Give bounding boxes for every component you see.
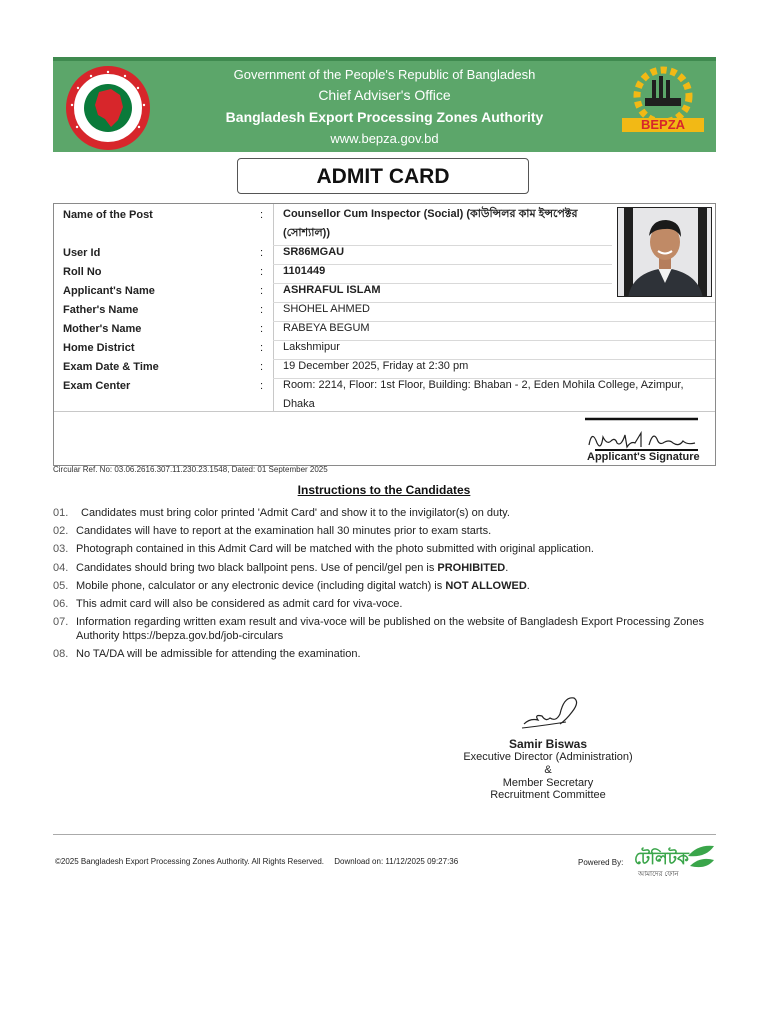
powered-by-label: Powered By: [578, 858, 624, 867]
list-item: 07. Information regarding written exam result and viva-voce will be published on the website of Bangladesh Export Processing Zones Authority https://bepza.gov.bd/job-circulars [53, 616, 704, 643]
govt-name: Government of the People's Republic of Bangladesh [233, 67, 536, 82]
footer-text [55, 857, 458, 866]
list-item: 05. Mobile phone, calculator or any electronic device (including digital watch) is NOT ALLOWED. [53, 579, 530, 592]
download-time: Download on: 11/12/2025 09:27:36 [334, 857, 459, 866]
list-item: 08. No TA/DA will be admissible for attending the examination. [53, 648, 361, 661]
director-title: Executive Director (Administration) [463, 751, 633, 763]
list-item: 01. Candidates must bring color printed 'Admit Card' and show it to the invigilator(s) on duty. [53, 507, 510, 519]
divider [273, 204, 274, 411]
director-signature-block: Samir Biswas Executive Director (Administration) & Member Secretary Recruitment Committee [430, 690, 666, 802]
divider [53, 834, 716, 835]
director-signature-icon [520, 692, 580, 734]
authority-name: Bangladesh Export Processing Zones Authority [225, 109, 544, 125]
teletalk-logo [634, 842, 716, 880]
teletalk-tagline: আমাদের ফোন [638, 871, 679, 878]
applicant-signature-label: Applicant's Signature [587, 451, 700, 463]
list-item: 04. Candidates should bring two black ballpoint pens. Use of pencil/gel pen is PROHIBITED. [53, 561, 509, 574]
director-title-3: Recruitment Committee [490, 789, 606, 802]
header-banner [53, 57, 716, 152]
bepza-logo-icon [618, 66, 708, 134]
instructions-list [53, 506, 716, 666]
copyright: ©2025 Bangladesh Export Processing Zones Authority. All Rights Reserved. [55, 857, 325, 866]
director-name: Samir Biswas [508, 737, 588, 751]
svg-text:BEPZA: BEPZA [640, 117, 686, 132]
divider [54, 411, 715, 412]
list-item: 02. Candidates will have to report at the examination hall 30 minutes prior to exam starts. [53, 525, 492, 538]
website: www.bepza.gov.bd [330, 131, 439, 146]
office-name: Chief Adviser's Office [318, 87, 451, 103]
applicant-photo-icon [618, 208, 712, 297]
applicant-details-card: Name of the Post : Counsellor Cum Inspector (Social) (কাউন্সিলর কাম ইন্সপেক্টর (সোশ্যাল)) User Id : SR86MGAU Roll No : 1101449 Applicant's Name : ASHRAFUL ISLAM Father's Name : SHOHEL AHMED Mother's Name : RABEYA BEGUM Home District : Lakshmipur Exam Date & Time : 19 December 2025, Friday at 2:30 pm Exam Center : Room: 2214, Floor: 1st Floor, Building: Bhaban - 2, Eden Mohila College, Azimpur, Dhaka Applicant's Signature [53, 203, 716, 466]
list-item: 06. This admit card will also be considered as admit card for viva-voce. [53, 597, 403, 610]
applicant-photo [617, 207, 712, 297]
teletalk-name: টেলিটক [634, 849, 689, 868]
circular-reference: Circular Ref. No: 03.06.2616.307.11.230.23.1548, Dated: 01 September 2025 [53, 465, 328, 474]
list-item: 03. Photograph contained in this Admit Card will be matched with the photo submitted with original application. [53, 543, 594, 556]
director-title-2: Member Secretary [502, 776, 594, 789]
instructions-title: Instructions to the Candidates [297, 483, 471, 497]
teletalk-leaf-icon [684, 842, 716, 878]
admit-card-title: ADMIT CARD [237, 158, 529, 194]
